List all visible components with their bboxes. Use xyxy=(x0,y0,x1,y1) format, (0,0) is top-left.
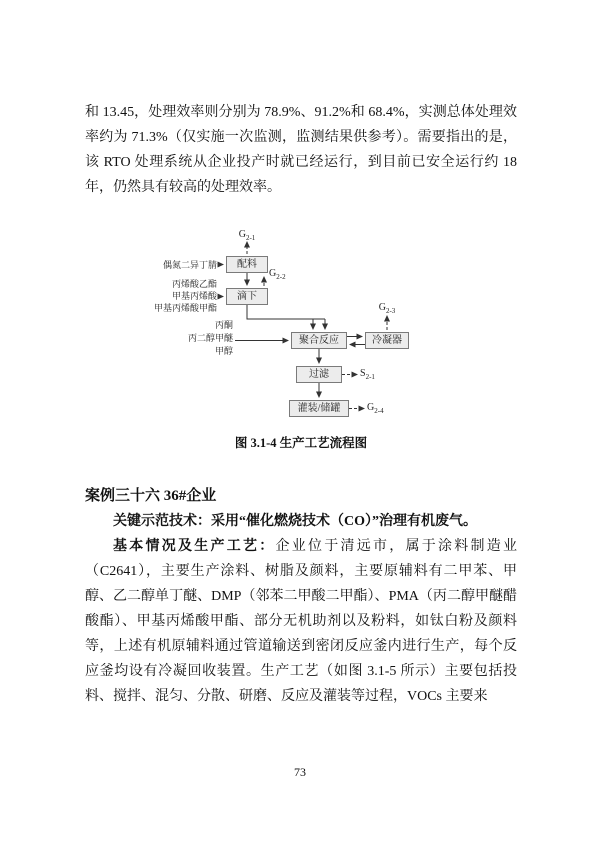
basic-info-text: 企业位于清远市，属于涂料制造业（C2641），主要生产涂料、树脂及颜料，主要原辅料有二甲苯、甲醇、乙二醇单丁醚、DMP（邻苯二甲酸二甲酯）、PMA（丙二醇甲醚醋酸酯）、甲基丙烯酸甲酯、部分无机助剂以及粉料，如钛白粉及颜料等，上述有机原辅料通过管道输送到密闭反应釜内进行生产，每个反应釜均设有冷凝回收装置。生产工艺（如图 3.1-5 所示）主要包括投料、搅拌、混匀、分散、研磨、反应及灌装等过程，VOCs 主要来 xyxy=(85,539,517,704)
input-label-azo-initiator: 偶氮二异丁腈 xyxy=(162,260,217,270)
flowchart-box-batching: 配料 xyxy=(226,256,268,273)
stream-label-g2-4: $G_{2-4}$ xyxy=(367,402,384,415)
stream-label-g2-2: $G_{2-2}$ xyxy=(269,268,286,281)
stream-label-s2-1: $S_{2-1}$ xyxy=(360,368,375,381)
input-label-pm-ether: 丙二醇甲醚 xyxy=(187,333,233,343)
flowchart-box-filling: 灌装/储罐 xyxy=(289,400,349,417)
paragraph-key-technology xyxy=(85,509,517,534)
flowchart-box-filtration: 过滤 xyxy=(296,366,342,383)
input-label-methanol: 甲醇 xyxy=(214,346,233,356)
key-tech-text: 采用“催化燃烧技术（CO）”治理有机废气。 xyxy=(211,514,477,529)
input-label-methacrylic-acid: 甲基丙烯酸 xyxy=(171,291,217,301)
input-label-ethyl-acrylate: 丙烯酸乙酯 xyxy=(171,279,217,289)
stream-label-g2-1: $G_{2-1}$ xyxy=(238,229,256,242)
process-flowchart xyxy=(131,226,471,426)
input-label-methyl-methacrylate: 甲基丙烯酸甲酯 xyxy=(153,303,217,313)
key-tech-label: 关键示范技术： xyxy=(113,514,211,529)
flowchart-box-polymerization: 聚合反应 xyxy=(291,332,347,349)
page-content xyxy=(85,100,517,709)
stream-label-g2-3: $G_{2-3}$ xyxy=(378,302,396,315)
basic-info-label: 基本情况及生产工艺： xyxy=(113,539,276,554)
section-heading-case36: 案例三十六 36#企业 xyxy=(85,488,217,504)
page-number: 73 xyxy=(294,765,306,779)
figure-caption: 图 3.1-4 生产工艺流程图 xyxy=(234,436,368,450)
flowchart-box-condenser: 冷凝器 xyxy=(365,332,409,349)
paragraph-rto-summary: 和 13.45，处理效率则分别为 78.9%、91.2%和 68.4%，实测总体处理效率约为 71.3%（仅实施一次监测，监测结果供参考）。需要指出的是，该 RTO 处理系统从企业投产时就已经运行，到目前已安全运行约 18 年，仍然具有较高的处理效率。 xyxy=(85,105,517,195)
flowchart-box-dripping: 滴下 xyxy=(226,288,268,305)
input-label-acetone: 丙酮 xyxy=(214,320,233,330)
paragraph-basic-info xyxy=(85,534,517,709)
